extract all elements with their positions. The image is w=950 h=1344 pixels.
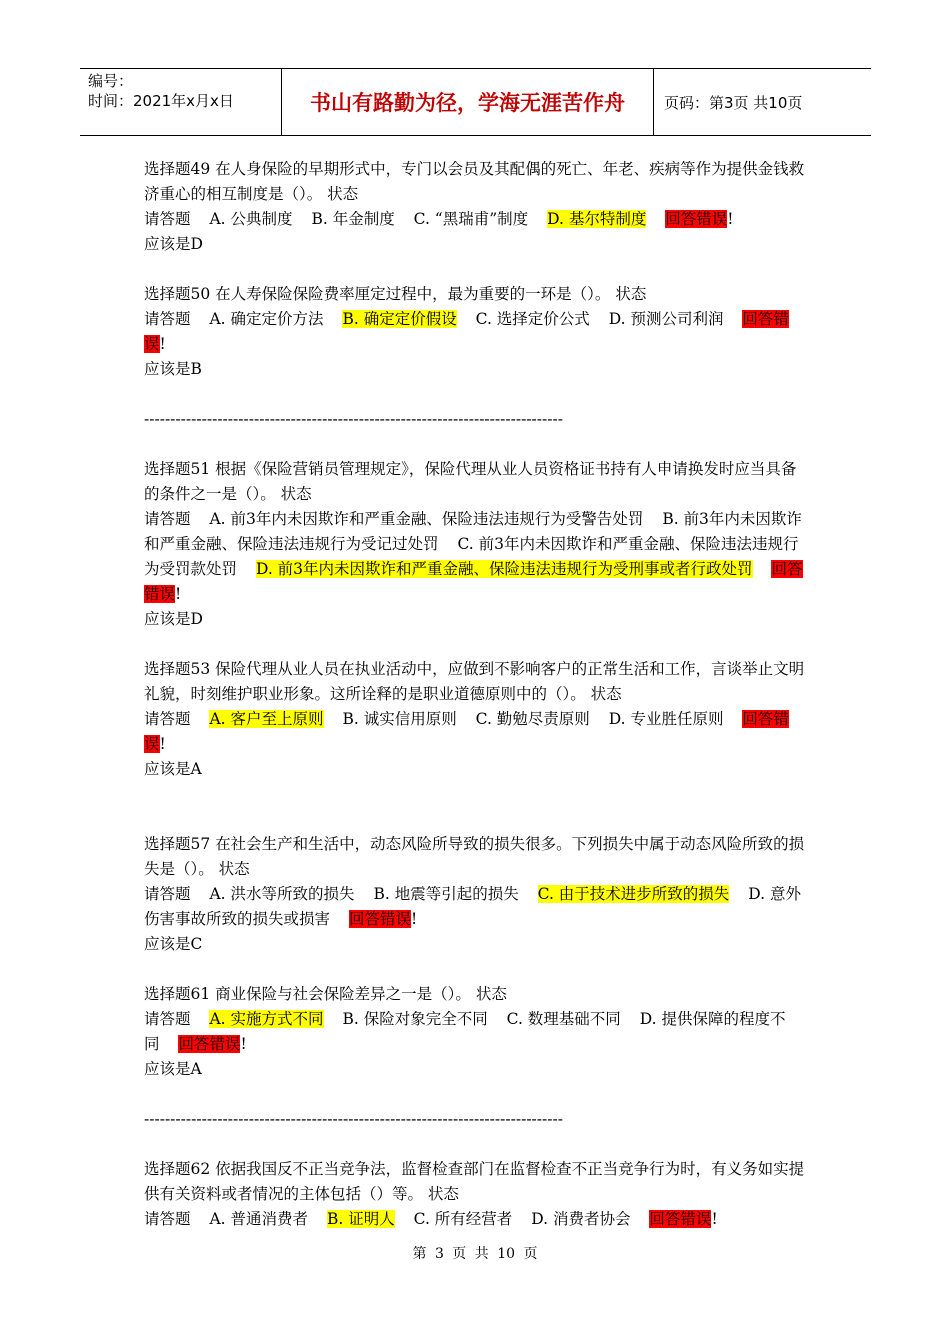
option-d[interactable]: D. 提供保障的程度不同 [144,1010,786,1053]
option-b[interactable]: B. 地震等引起的损失 [373,885,519,903]
option-c[interactable]: C. 勤勉尽责原则 [475,710,590,728]
option-c[interactable]: C. 选择定价公式 [475,310,590,328]
question-type-label: 请答题 [144,710,191,728]
correct-answer: 应该是A [144,760,202,778]
question-title: 选择题62 依据我国反不正当竞争法，监督检查部门在监督检查不正当竞争行为时，有义务如实提供有关资料或者情况的主体包括（）等。 状态 [144,1160,805,1203]
question-block [144,657,808,782]
option-c[interactable]: C. 前3年内未因欺诈和严重金融、保险违法违规行为受罚款处罚 [144,535,799,578]
correct-answer: 应该是B [144,360,202,378]
exclamation: ! [159,335,166,353]
correct-answer: 应该是D [144,235,203,253]
question-type-label: 请答题 [144,210,191,228]
result-badge: 回答错误 [348,910,411,928]
result-badge: 回答错误 [178,1035,241,1053]
option-b-selected[interactable]: B. 确定定价假设 [342,310,457,328]
option-c[interactable]: C. 数理基础不同 [506,1010,621,1028]
option-a-selected[interactable]: A. 实施方式不同 [209,1010,324,1028]
date-label: 时间：2021年x月x日 [88,92,234,110]
question-options [144,207,808,232]
option-d[interactable]: D. 预测公司利润 [608,310,724,328]
result-badge: 回答错误 [144,560,803,603]
option-b-selected[interactable]: B. 证明人 [326,1210,395,1228]
question-type-label: 请答题 [144,885,191,903]
question-type-label: 请答题 [144,1210,191,1228]
question-title: 选择题53 保险代理从业人员在执业活动中，应做到不影响客户的正常生活和工作，言谈举止文明礼貌，时刻维护职业形象。这所诠释的是职业道德原则中的（）。 状态 [144,660,805,703]
option-a[interactable]: A. 确定定价方法 [209,310,324,328]
page-footer: 第 3 页 共 10 页 [412,1246,538,1262]
option-b[interactable]: B. 保险对象完全不同 [342,1010,488,1028]
question-options [144,882,808,932]
result-badge: 回答错误 [144,310,789,353]
option-a[interactable]: A. 普通消费者 [209,1210,309,1228]
header-page-label: 页码：第3页 共10页 [664,93,803,112]
option-d-selected[interactable]: D. 前3年内未因欺诈和严重金融、保险违法违规行为受刑事或者行政处罚 [255,560,753,578]
option-d[interactable]: D. 消费者协会 [531,1210,631,1228]
question-title: 选择题49 在人身保险的早期形式中，专门以会员及其配偶的死亡、年老、疾病等作为提供金钱救济重心的相互制度是（）。 状态 [144,160,805,203]
question-title: 选择题50 在人寿保险保险费率厘定过程中，最为重要的一环是（）。 状态 [144,285,647,303]
divider: -------------------------------------------------------------------------------- [144,1110,563,1128]
question-block [144,157,808,257]
option-c[interactable]: C. 所有经营者 [413,1210,513,1228]
exclamation: ! [727,210,734,228]
option-d[interactable]: D. 专业胜任原则 [608,710,724,728]
option-a[interactable]: A. 前3年内未因欺诈和严重金融、保险违法违规行为受警告处罚 [209,510,644,528]
question-type-label: 请答题 [144,310,191,328]
exclamation: ! [711,1210,718,1228]
exclamation: ! [159,735,166,753]
question-type-label: 请答题 [144,510,191,528]
option-a[interactable]: A. 公典制度 [209,210,293,228]
option-b[interactable]: B. 诚实信用原则 [342,710,457,728]
header-motto: 书山有路勤为径，学海无涯苦作舟 [282,69,654,135]
question-list [144,157,808,1232]
header-meta [80,69,282,135]
correct-answer: 应该是D [144,610,203,628]
question-title: 选择题57 在社会生产和生活中，动态风险所导致的损失很多。下列损失中属于动态风险所致的损失是（）。 状态 [144,835,805,878]
exclamation: ! [175,585,182,603]
option-a-selected[interactable]: A. 客户至上原则 [209,710,324,728]
option-b[interactable]: B. 年金制度 [311,210,395,228]
question-block [144,457,808,632]
option-d-selected[interactable]: D. 基尔特制度 [547,210,647,228]
divider: -------------------------------------------------------------------------------- [144,410,563,428]
question-block [144,982,808,1082]
question-title: 选择题51 根据《保险营销员管理规定》，保险代理从业人员资格证书持有人申请换发时应当具备的条件之一是（）。 状态 [144,460,797,503]
option-d[interactable]: D. 意外伤害事故所致的损失或损害 [144,885,801,928]
result-badge: 回答错误 [649,1210,712,1228]
question-block [144,1157,808,1232]
option-a[interactable]: A. 洪水等所致的损失 [209,885,355,903]
result-badge: 回答错误 [665,210,728,228]
exclamation: ! [410,910,418,928]
question-options [144,307,808,357]
question-block [144,832,808,957]
option-c[interactable]: C. “黑瑞甫”制度 [413,210,529,228]
number-label: 编号： [88,72,134,90]
question-options [144,1007,808,1057]
result-badge: 回答错误 [144,710,789,753]
option-b[interactable]: B. 前3年内未因欺诈和严重金融、保险违法违规行为受记过处罚 [144,510,802,553]
question-options [144,1207,808,1232]
page-header [80,68,871,136]
question-options [144,707,808,757]
question-type-label: 请答题 [144,1010,191,1028]
option-c-selected[interactable]: C. 由于技术进步所致的损失 [537,885,730,903]
correct-answer: 应该是C [144,935,203,953]
question-title: 选择题61 商业保险与社会保险差异之一是（）。 状态 [144,985,507,1003]
question-block [144,282,808,382]
correct-answer: 应该是A [144,1060,202,1078]
exclamation: ! [240,1035,247,1053]
question-options [144,507,808,607]
